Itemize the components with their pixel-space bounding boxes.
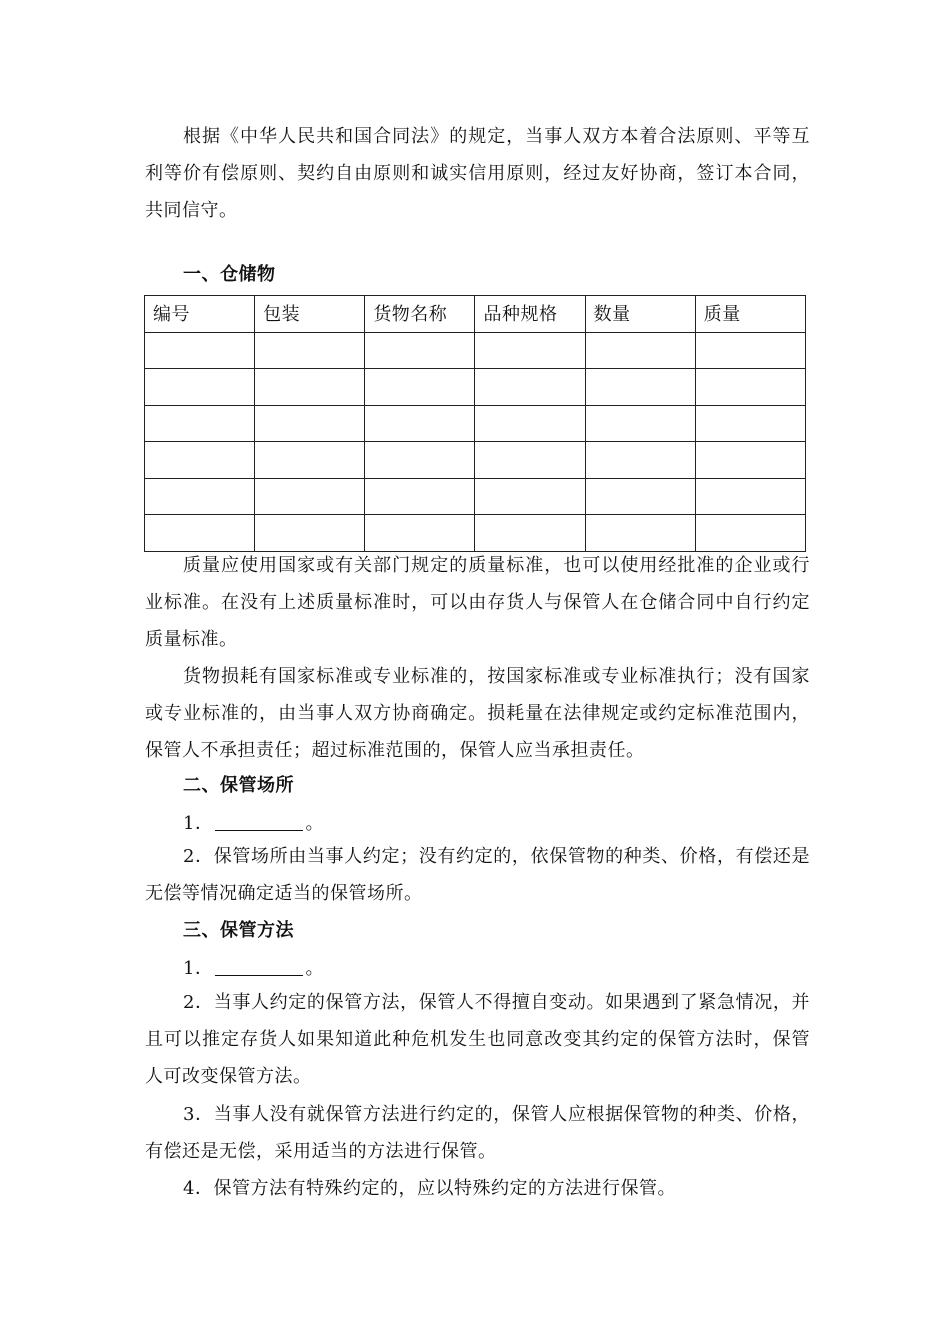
- section3-item1: [183, 956, 324, 982]
- table-cell[interactable]: [585, 369, 695, 406]
- table-header-cell: 编号: [145, 296, 255, 333]
- table-cell[interactable]: [695, 332, 805, 369]
- table-cell[interactable]: [255, 405, 365, 442]
- table-cell[interactable]: [145, 515, 255, 552]
- section2-heading: 二、保管场所: [183, 775, 294, 796]
- table-cell[interactable]: [475, 332, 585, 369]
- table-cell[interactable]: [585, 515, 695, 552]
- table-cell[interactable]: [365, 369, 475, 406]
- intro-paragraph: 根据《中华人民共和国合同法》的规定，当事人双方本着合法原则、平等互利等价有偿原则、契约自由原则和诚实信用原则，经过友好协商，签订本合同，共同信守。: [145, 126, 810, 221]
- item-number: 1．: [183, 813, 214, 834]
- table-cell[interactable]: [365, 442, 475, 479]
- table-cell[interactable]: [145, 332, 255, 369]
- table-cell[interactable]: [365, 332, 475, 369]
- table-cell[interactable]: [475, 369, 585, 406]
- table-cell[interactable]: [475, 478, 585, 515]
- table-header-cell: 货物名称: [365, 296, 475, 333]
- section2-item1: [183, 811, 324, 837]
- section3-item2: 2．当事人约定的保管方法，保管人不得擅自变动。如果遇到了紧急情况，并且可以推定存货人如果知道此种危机发生也同意改变其约定的保管方法时，保管人可改变保管方法。: [145, 992, 810, 1087]
- table-row: [145, 515, 806, 552]
- section3-item3: 3．当事人没有就保管方法进行约定的，保管人应根据保管物的种类、价格，有偿还是无偿，采用适当的方法进行保管。: [145, 1104, 810, 1162]
- quality-paragraph-block: [145, 547, 810, 658]
- section3-item2-block: [145, 984, 810, 1095]
- intro-block: [145, 118, 810, 229]
- table-cell[interactable]: [585, 332, 695, 369]
- section2-item2-block: [145, 838, 810, 912]
- table-cell[interactable]: [475, 515, 585, 552]
- table-cell[interactable]: [255, 332, 365, 369]
- table-row: [145, 332, 806, 369]
- table-header-cell: 包装: [255, 296, 365, 333]
- section3-item3-block: [145, 1096, 810, 1170]
- table-cell[interactable]: [365, 478, 475, 515]
- section3-item4-block: [145, 1170, 810, 1207]
- table-cell[interactable]: [695, 478, 805, 515]
- table-row: [145, 478, 806, 515]
- table-cell[interactable]: [695, 515, 805, 552]
- table-cell[interactable]: [365, 405, 475, 442]
- table-cell[interactable]: [695, 369, 805, 406]
- fill-in-blank[interactable]: [215, 957, 303, 976]
- table-row: [145, 442, 806, 479]
- table-header-row: [145, 296, 806, 333]
- table-cell[interactable]: [475, 405, 585, 442]
- table-header-cell: 数量: [585, 296, 695, 333]
- table-cell[interactable]: [145, 442, 255, 479]
- loss-paragraph-block: [145, 658, 810, 769]
- table-header-cell: 质量: [695, 296, 805, 333]
- section1-heading: 一、仓储物: [183, 264, 276, 285]
- table-cell[interactable]: [255, 478, 365, 515]
- table-cell[interactable]: [585, 442, 695, 479]
- table-cell[interactable]: [255, 369, 365, 406]
- storage-goods-table: [144, 295, 806, 552]
- table-cell[interactable]: [585, 405, 695, 442]
- loss-paragraph: 货物损耗有国家标准或专业标准的，按国家标准或专业标准执行；没有国家或专业标准的，由当事人双方协商确定。损耗量在法律规定或约定标准范围内，保管人不承担责任；超过标准范围的，保管人应当承担责任。: [145, 666, 810, 761]
- item-number: 1．: [183, 958, 214, 979]
- table-header-cell: 品种规格: [475, 296, 585, 333]
- table-cell[interactable]: [365, 515, 475, 552]
- table-cell[interactable]: [145, 405, 255, 442]
- section3-item4: 4．保管方法有特殊约定的，应以特殊约定的方法进行保管。: [183, 1178, 676, 1199]
- table-row: [145, 369, 806, 406]
- section2-item2: 2．保管场所由当事人约定；没有约定的，依保管物的种类、价格，有偿还是无偿等情况确定适当的保管场所。: [145, 846, 810, 904]
- table-cell[interactable]: [255, 515, 365, 552]
- item-end: 。: [305, 958, 324, 979]
- table-row: [145, 405, 806, 442]
- section3-heading: 三、保管方法: [183, 920, 294, 941]
- quality-paragraph: 质量应使用国家或有关部门规定的质量标准，也可以使用经批准的企业或行业标准。在没有上述质量标准时，可以由存货人与保管人在仓储合同中自行约定质量标准。: [145, 555, 810, 650]
- table-cell[interactable]: [255, 442, 365, 479]
- table-cell[interactable]: [585, 478, 695, 515]
- table-cell[interactable]: [695, 405, 805, 442]
- table-cell[interactable]: [145, 369, 255, 406]
- fill-in-blank[interactable]: [215, 812, 303, 831]
- item-end: 。: [305, 813, 324, 834]
- table-cell[interactable]: [475, 442, 585, 479]
- table-cell[interactable]: [145, 478, 255, 515]
- table-cell[interactable]: [695, 442, 805, 479]
